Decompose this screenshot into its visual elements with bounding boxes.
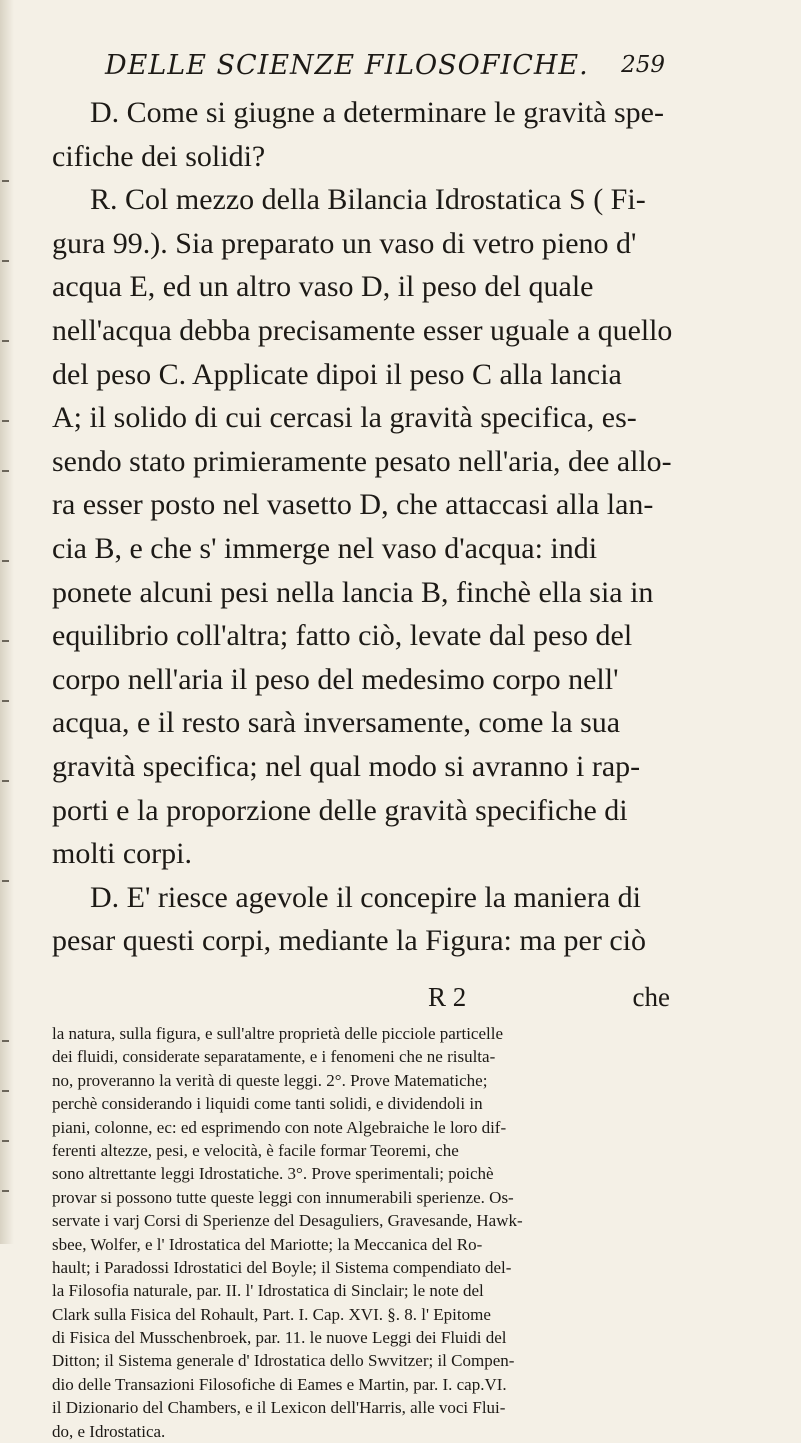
footnote-line: hault; i Paradossi Idrostatici del Boyle; il Sistema compendiato del- (52, 1257, 512, 1277)
text-line: sendo stato primieramente pesato nell'aria, dee allo- (52, 444, 672, 478)
margin-tick (2, 880, 9, 882)
margin-tick (2, 1140, 9, 1142)
footnote-line: ferenti altezze, pesi, e velocità, è facile formar Teoremi, che (52, 1140, 459, 1160)
footnote-line: piani, colonne, ec: ed esprimendo con note Algebraiche le loro dif- (52, 1117, 507, 1137)
margin-tick (2, 340, 9, 342)
main-text (52, 91, 672, 963)
running-head: DELLE SCIENZE FILOSOFICHE. (105, 50, 589, 81)
text-line: equilibrio coll'altra; fatto ciò, levate dal peso del (52, 619, 633, 653)
text-line: D. Come si giugne a determinare le gravità spe- (90, 96, 664, 129)
text-line: cia B, e che s' immerge nel vaso d'acqua: indi (52, 531, 598, 565)
footnote-line: sono altrettante leggi Idrostatiche. 3°. Prove sperimentali; poichè (52, 1164, 494, 1184)
text-line: corpo nell'aria il peso del medesimo corpo nell' (52, 662, 619, 696)
footnote-line: la Filosofia naturale, par. II. l' Idrostatica di Sinclair; le note del (52, 1281, 484, 1301)
footnote-line: no, proveranno la verità di queste leggi. 2°. Prove Matematiche; (52, 1070, 488, 1090)
margin-tick (2, 1190, 9, 1192)
text-line: del peso C. Applicate dipoi il peso C alla lancia (52, 357, 622, 391)
text-line: nell'acqua debba precisamente esser uguale a quello (52, 313, 673, 347)
footnote-line: il Dizionario del Chambers, e il Lexicon dell'Harris, alle voci Flui- (52, 1398, 506, 1418)
footnote-line: dio delle Transazioni Filosofiche di Eames e Martin, par. I. cap.VI. (52, 1374, 507, 1394)
margin-tick (2, 180, 9, 182)
text-line: gravità specifica; nel qual modo si avranno i rap- (52, 749, 641, 783)
text-line: cifiche dei solidi? (52, 139, 266, 173)
text-line: acqua, e il resto sarà inversamente, come la sua (52, 706, 621, 740)
page-catchline (52, 982, 670, 1020)
left-margin-edge (0, 0, 18, 1244)
footnote-line: servate i varj Corsi di Sperienze del Desaguliers, Gravesande, Hawk- (52, 1211, 523, 1231)
margin-tick (2, 640, 9, 642)
footnote-line: Ditton; il Sistema generale d' Idrostatica dello Swvitzer; il Compen- (52, 1351, 515, 1371)
page-number: 259 (621, 52, 665, 78)
text-line: pesar questi corpi, mediante la Figura: ma per ciò (52, 924, 646, 958)
margin-tick (2, 700, 9, 702)
footnote-line: do, e Idrostatica. (52, 1421, 166, 1441)
footnote-line: di Fisica del Musschenbroek, par. 11. le nuove Leggi dei Fluidi del (52, 1328, 507, 1348)
margin-tick (2, 1090, 9, 1092)
footnote-block (52, 1022, 672, 1443)
signature-mark: R 2 (428, 982, 467, 1012)
text-line: D. E' riesce agevole il concepire la maniera di (90, 880, 641, 914)
margin-tick (2, 560, 9, 562)
footnote-line: provar si possono tutte queste leggi con innumerabili sperienze. Os- (52, 1187, 514, 1207)
footnote-line: sbee, Wolfer, e l' Idrostatica del Mariotte; la Meccanica del Ro- (52, 1234, 483, 1254)
page-header (105, 50, 665, 86)
footnote-line: dei fluidi, considerate separatamente, e i fenomeni che ne risulta- (52, 1047, 496, 1067)
margin-tick (2, 780, 9, 782)
text-line: ra esser posto nel vasetto D, che attaccasi alla lan- (52, 488, 654, 522)
text-line: A; il solido di cui cercasi la gravità specifica, es- (52, 401, 637, 435)
margin-tick (2, 420, 9, 422)
text-line: acqua E, ed un altro vaso D, il peso del quale (52, 270, 594, 304)
text-line: molti corpi. (52, 837, 192, 871)
text-line: gura 99.). Sia preparato un vaso di vetro pieno d' (52, 226, 637, 260)
margin-tick (2, 1040, 9, 1042)
text-line: R. Col mezzo della Bilancia Idrostatica S ( Fi- (90, 183, 646, 217)
footnote-line: Clark sulla Fisica del Rohault, Part. I. Cap. XVI. §. 8. l' Epitome (52, 1304, 491, 1324)
footnote-line: la natura, sulla figura, e sull'altre proprietà delle picciole particelle (52, 1024, 503, 1043)
text-line: porti e la proporzione delle gravità specifiche di (52, 793, 628, 827)
catchword: che (632, 982, 670, 1012)
margin-tick (2, 470, 9, 472)
footnote-line: perchè considerando i liquidi come tanti solidi, e dividendoli in (52, 1094, 483, 1114)
margin-tick (2, 260, 9, 262)
text-line: ponete alcuni pesi nella lancia B, finchè ella sia in (52, 575, 654, 609)
